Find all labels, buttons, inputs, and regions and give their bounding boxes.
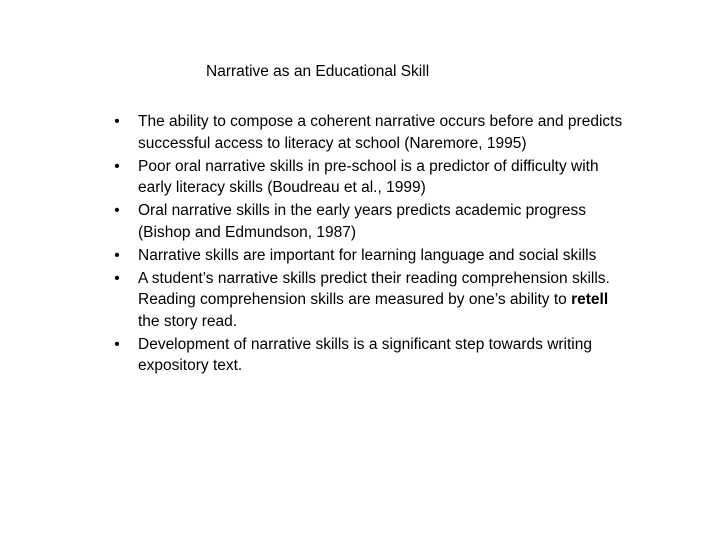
bullet-item: [111, 245, 626, 267]
slide-title: Narrative as an Educational Skill: [206, 63, 430, 80]
bullet-dot: •: [114, 335, 120, 353]
bullet-text: Development of narrative skills is a significant step towards writing expository text.: [138, 335, 592, 374]
bullet-dot: •: [114, 269, 120, 287]
bullet-dot: •: [114, 157, 120, 175]
bullet-text: Oral narrative skills in the early years predicts academic progress (Bishop and Edmundson, 1987): [138, 202, 586, 241]
bullet-text: [138, 270, 610, 330]
bullet-item: [111, 156, 626, 199]
bullet-item: [111, 111, 626, 154]
bullet-list: [111, 111, 626, 378]
bullet-text-bold: retell: [571, 291, 609, 308]
bullet-text: Narrative skills are important for learning language and social skills: [138, 246, 597, 264]
bullet-text: Poor oral narrative skills in pre-school is a predictor of difficulty with early literacy skills (Boudreau et al., 1999): [138, 157, 599, 196]
bullet-dot: •: [114, 113, 120, 130]
bullet-dot: •: [114, 202, 120, 219]
bullet-text-after: the story read.: [138, 312, 238, 330]
bullet-text: The ability to compose a coherent narrative occurs before and predicts successful access to literacy at school (Naremore, 1995): [138, 113, 623, 152]
bullet-dot: •: [114, 246, 120, 264]
bullet-text-before: A student’s narrative skills predict their reading comprehension skills. Reading comprehension skills are measured by one’s ability to: [138, 269, 610, 308]
bullet-item: [111, 268, 626, 333]
bullet-item: [111, 334, 626, 377]
bullet-item: [111, 200, 626, 243]
